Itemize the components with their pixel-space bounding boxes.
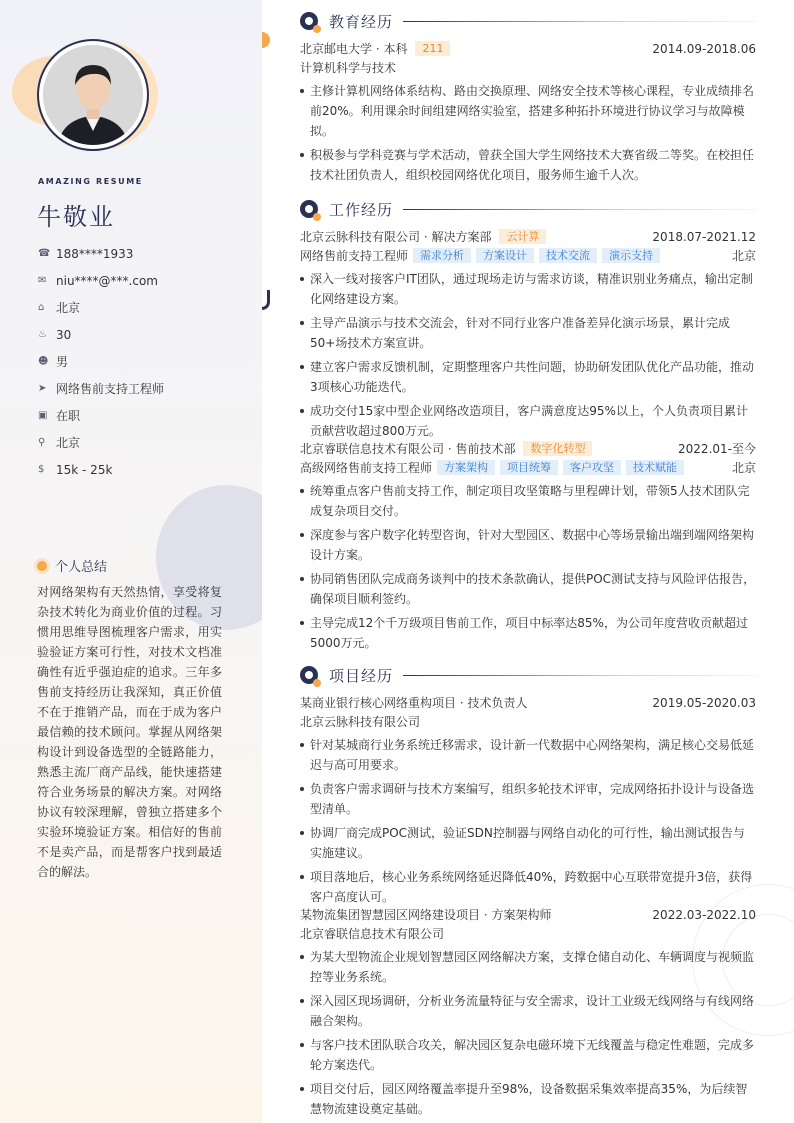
education-bullets <box>300 81 756 185</box>
section-title: 工作经历 <box>329 200 394 219</box>
job-bullet: 深度参与客户数字化转型咨询，针对大型园区、数据中心等场景输出端到端网络架构设计方案。 <box>300 525 756 565</box>
industry-tag: 云计算 <box>499 229 546 244</box>
section-icon <box>300 200 318 218</box>
summary-text: 对网络架构有天然热情，享受将复杂技术转化为商业价值的过程。习惯用思维导图梳理客户需求，用实验验证方案可行性，对技术文档准确性有近乎强迫症的追求。三年多售前支持经历让我深知，真正价值不在于推销产品，而在于成为客户最信赖的技术顾问。掌握从网络架构设计到设备选型的全链路能力，熟悉主流厂商产品线，能快速搭建符合业务场景的解决方案。对网络协议有较深理解，曾独立搭建多个实验环境验证方案。相信好的售前不是卖产品，而是帮客户找到最适合的解法。 <box>37 585 222 879</box>
project-bullet: 为某大型物流企业规划智慧园区网络解决方案，支撑仓储自动化、车辆调度与视频监控等业务系统。 <box>300 947 756 987</box>
job-entry <box>300 439 756 653</box>
section-icon <box>300 666 318 684</box>
job-role: 高级网络售前支持工程师 <box>300 461 433 475</box>
info-text: 30 <box>56 327 72 342</box>
company-name: 北京睿联信息技术有限公司 · 售前技术部 <box>300 442 516 456</box>
project-org: 北京云脉科技有限公司 <box>300 715 421 729</box>
section-divider <box>403 675 756 676</box>
salary-icon: $ <box>38 464 45 475</box>
job-role-row <box>300 458 756 477</box>
project-bullet: 与客户技术团队联合攻关，解决园区复杂电磁环境下无线覆盖与稳定性难题，完成多轮方案迭代。 <box>300 1035 756 1075</box>
major: 计算机科学与技术 <box>300 61 397 75</box>
section-work <box>300 197 756 221</box>
info-row <box>38 267 164 294</box>
info-row <box>38 348 164 375</box>
education-bullet: 积极参与学科竞赛与学术活动，曾获全国大学生网络技术大赛省级二等奖。在校担任技术社团负责人，组织校园网络优化项目，服务师生逾千人次。 <box>300 145 756 185</box>
gender-icon: ☻ <box>38 356 49 367</box>
info-text: 15k - 25k <box>56 462 113 477</box>
skill-tag: 技术赋能 <box>626 460 684 475</box>
job-bullet: 协同销售团队完成商务谈判中的技术条款确认，提供POC测试支持与风险评估报告，确保项目顺利签约。 <box>300 569 756 609</box>
info-row <box>38 294 164 321</box>
project-bullet: 深入园区现场调研，分析业务流量特征与安全需求，设计工业级无线网络与有线网络融合架构。 <box>300 991 756 1031</box>
skill-tag: 客户攻坚 <box>563 460 621 475</box>
job-header-left <box>300 440 592 457</box>
section-divider <box>403 21 756 22</box>
job-bullet: 主导完成12个千万级项目售前工作，项目中标率达85%，为公司年度营收贡献超过5000万元。 <box>300 613 756 653</box>
info-row <box>38 321 164 348</box>
phone-icon: ☎ <box>38 248 51 259</box>
contact-info-list <box>38 240 164 483</box>
section-title: 教育经历 <box>329 12 394 31</box>
job-role-left <box>300 247 660 264</box>
avatar-frame <box>37 39 149 151</box>
info-row <box>38 429 164 456</box>
project-entry <box>300 693 756 907</box>
project-bullets <box>300 947 756 1119</box>
section-icon <box>300 12 318 30</box>
avatar-portrait-icon <box>43 45 143 145</box>
sidebar <box>0 0 262 1123</box>
job-role: 网络售前支持工程师 <box>300 249 409 263</box>
project-bullet: 协调厂商完成POC测试，验证SDN控制器与网络自动化的可行性，输出测试报告与实施建议。 <box>300 823 756 863</box>
job-entry <box>300 227 756 441</box>
info-row <box>38 375 164 402</box>
project-header <box>300 905 756 924</box>
industry-tag: 数字化转型 <box>523 441 592 456</box>
info-text: 北京 <box>56 436 81 450</box>
job-header-left <box>300 228 546 245</box>
job-bullet: 统筹重点客户售前支持工作，制定项目攻坚策略与里程碑计划，带领5人技术团队完成复杂项目交付。 <box>300 481 756 521</box>
info-text: 北京 <box>56 301 81 315</box>
summary-heading <box>37 556 107 575</box>
skill-tag: 需求分析 <box>413 248 471 263</box>
project-org: 北京睿联信息技术有限公司 <box>300 927 445 941</box>
skill-tag: 技术交流 <box>539 248 597 263</box>
project-bullet: 针对某城商行业务系统迁移需求，设计新一代数据中心网络架构，满足核心交易低延迟与高可用要求。 <box>300 735 756 775</box>
job-bullet: 深入一线对接客户IT团队，通过现场走访与需求访谈，精准识别业务痛点，输出定制化网络建设方案。 <box>300 269 756 309</box>
info-text: 网络售前支持工程师 <box>56 382 165 396</box>
info-text: 188****1933 <box>56 246 134 261</box>
project-bullet: 负责客户需求调研与技术方案编写，组织多轮技术评审，完成网络拓扑设计与设备选型清单。 <box>300 779 756 819</box>
section-title: 项目经历 <box>329 666 394 685</box>
education-bullet: 主修计算机网络体系结构、路由交换原理、网络安全技术等核心课程，专业成绩排名前20%。利用课余时间组建网络实验室，搭建多种拓扑环境进行协议学习与故障模拟。 <box>300 81 756 141</box>
info-text: 男 <box>56 355 69 369</box>
skill-tag: 项目统筹 <box>500 460 558 475</box>
project-header <box>300 693 756 712</box>
location-icon: ⚲ <box>38 437 46 448</box>
cake-icon: ♨ <box>38 329 47 340</box>
info-row <box>38 402 164 429</box>
section-divider <box>403 209 756 210</box>
education-date: 2014.09-2018.06 <box>652 41 756 56</box>
skill-tag: 方案设计 <box>476 248 534 263</box>
project-date: 2019.05-2020.03 <box>652 695 756 710</box>
section-education <box>300 9 756 33</box>
job-city: 北京 <box>731 249 756 263</box>
project-name: 某物流集团智慧园区网络建设项目 · 方案架构师 <box>300 908 552 922</box>
section-projects <box>300 663 756 687</box>
job-date: 2018.07-2021.12 <box>652 229 756 244</box>
project-name: 某商业银行核心网络重构项目 · 技术负责人 <box>300 696 528 710</box>
info-text: niu****@***.com <box>56 273 158 288</box>
avatar <box>43 45 143 145</box>
info-row <box>38 456 164 483</box>
job-bullets <box>300 481 756 653</box>
school-tag: 211 <box>415 41 450 56</box>
candidate-name: 牛敬业 <box>37 203 115 231</box>
skill-tag: 演示支持 <box>602 248 660 263</box>
job-header <box>300 439 756 458</box>
skill-tag: 方案架构 <box>437 460 495 475</box>
bullet-dot-icon <box>37 561 47 571</box>
job-date: 2022.01-至今 <box>678 442 756 456</box>
job-header <box>300 227 756 246</box>
briefcase-icon: ▣ <box>38 410 48 421</box>
job-bullet: 建立客户需求反馈机制，定期整理客户共性问题，协助研发团队优化产品功能，推动3项核心功能迭代。 <box>300 357 756 397</box>
company-name: 北京云脉科技有限公司 · 解决方案部 <box>300 230 492 244</box>
home-icon: ⌂ <box>38 302 45 313</box>
brand-label: AMAZING RESUME <box>38 177 143 186</box>
school-name: 北京邮电大学 · 本科 <box>300 42 408 56</box>
education-header <box>300 39 756 58</box>
job-role-row <box>300 246 756 265</box>
info-text: 在职 <box>56 409 81 423</box>
project-bullets <box>300 735 756 907</box>
job-bullets <box>300 269 756 441</box>
project-date: 2022.03-2022.10 <box>652 907 756 922</box>
mail-icon: ✉ <box>38 275 47 286</box>
job-city: 北京 <box>731 461 756 475</box>
job-role-left <box>300 459 684 476</box>
job-bullet: 主导产品演示与技术交流会，针对不同行业客户准备差异化演示场景，累计完成50+场技术方案宣讲。 <box>300 313 756 353</box>
send-icon: ➤ <box>38 383 47 394</box>
decorative-half-dot <box>262 32 270 48</box>
job-bullet: 成功交付15家中型企业网络改造项目，客户满意度达95%以上，个人负责项目累计贡献营收超过800万元。 <box>300 401 756 441</box>
education-entry <box>300 39 756 185</box>
project-entry <box>300 905 756 1119</box>
summary-title: 个人总结 <box>55 560 108 575</box>
project-bullet: 项目交付后，园区网络覆盖率提升至98%，设备数据采集效率提高35%，为后续智慧物流建设奠定基础。 <box>300 1079 756 1119</box>
info-row <box>38 240 164 267</box>
decorative-crescent <box>262 290 270 310</box>
project-bullet: 项目落地后，核心业务系统网络延迟降低40%，跨数据中心互联带宽提升3倍，获得客户高度认可。 <box>300 867 756 907</box>
